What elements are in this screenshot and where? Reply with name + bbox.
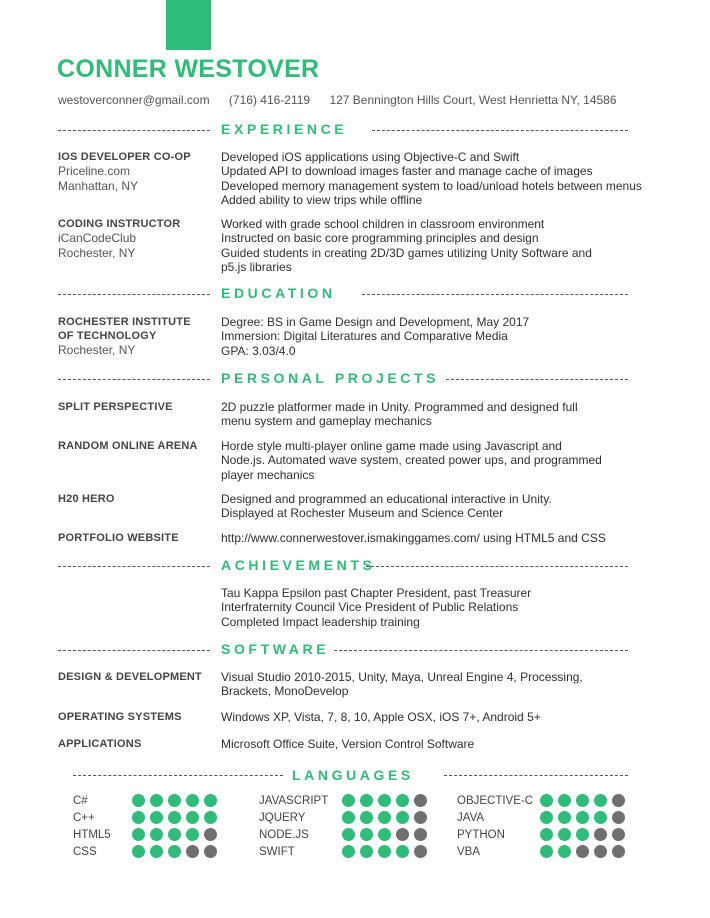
skill-dots xyxy=(342,794,432,807)
skill-dot-empty xyxy=(612,828,625,841)
skill-dot-filled xyxy=(150,828,163,841)
skill-dot-filled xyxy=(342,828,355,841)
language-name: OBJECTIVE-C xyxy=(457,795,534,807)
skill-dot-filled xyxy=(540,811,553,824)
skill-dot-filled xyxy=(132,811,145,824)
language-name: C++ xyxy=(73,812,95,824)
skill-dots xyxy=(132,811,222,824)
skill-dot-filled xyxy=(576,794,589,807)
section-title-projects: PERSONAL PROJECTS xyxy=(221,370,440,386)
software-list: Visual Studio 2010-2015, Unity, Maya, Unreal Engine 4, Processing, Brackets, MonoDevelop xyxy=(221,670,583,699)
skill-dot-filled xyxy=(540,845,553,858)
skill-dot-empty xyxy=(414,811,427,824)
software-label: APPLICATIONS xyxy=(58,738,142,750)
skill-dot-filled xyxy=(594,811,607,824)
skill-dot-filled xyxy=(132,828,145,841)
language-name: JAVA xyxy=(457,812,485,824)
language-item xyxy=(457,811,637,828)
skill-dot-filled xyxy=(540,794,553,807)
skill-dot-filled xyxy=(186,811,199,824)
project-name: H20 HERO xyxy=(58,493,115,505)
language-item xyxy=(457,828,637,845)
skill-dots xyxy=(342,828,432,841)
skill-dot-filled xyxy=(378,811,391,824)
software-label: OPERATING SYSTEMS xyxy=(58,711,182,723)
portfolio-link[interactable]: http://www.connerwestover.ismakinggames.com/ using HTML5 and CSS xyxy=(221,531,606,545)
language-item xyxy=(73,845,253,862)
language-name: PYTHON xyxy=(457,829,505,841)
language-name: CSS xyxy=(73,846,97,858)
skill-dot-filled xyxy=(396,811,409,824)
email[interactable]: westoverconner@gmail.com xyxy=(58,93,210,107)
language-item xyxy=(259,828,439,845)
job-title: CODING INSTRUCTOR xyxy=(58,218,181,230)
language-item xyxy=(73,828,253,845)
skill-dots xyxy=(540,828,630,841)
skill-dot-filled xyxy=(150,811,163,824)
divider xyxy=(366,566,628,567)
skill-dots xyxy=(540,845,630,858)
section-title-education: EDUCATION xyxy=(221,285,336,301)
divider xyxy=(362,294,628,295)
skill-dot-empty xyxy=(612,811,625,824)
section-title-achievements: ACHIEVEMENTS xyxy=(221,557,376,573)
language-item xyxy=(259,845,439,862)
language-item xyxy=(457,794,637,811)
skill-dot-empty xyxy=(576,845,589,858)
skill-dot-filled xyxy=(558,794,571,807)
section-title-experience: EXPERIENCE xyxy=(221,121,348,137)
skill-dot-empty xyxy=(204,828,217,841)
skill-dot-filled xyxy=(360,794,373,807)
divider xyxy=(444,775,628,776)
school-name: ROCHESTER INSTITUTE xyxy=(58,316,191,328)
location: Rochester, NY xyxy=(58,246,136,260)
skill-dots xyxy=(132,828,222,841)
location: Rochester, NY xyxy=(58,343,136,357)
skill-dot-filled xyxy=(378,794,391,807)
education-details: Degree: BS in Game Design and Development, May 2017 Immersion: Digital Literatures and Comparative Media GPA: 3.03/4.0 xyxy=(221,315,530,358)
skill-dot-filled xyxy=(150,845,163,858)
job-title: IOS DEVELOPER CO-OP xyxy=(58,151,191,163)
divider xyxy=(58,130,210,131)
skill-dots xyxy=(342,811,432,824)
language-column xyxy=(259,794,439,862)
skill-dot-empty xyxy=(186,845,199,858)
language-name: HTML5 xyxy=(73,829,111,841)
phone: (716) 416-2119 xyxy=(228,93,311,107)
skill-dot-empty xyxy=(204,845,217,858)
software-list: Windows XP, Vista, 7, 8, 10, Apple OSX, iOS 7+, Android 5+ xyxy=(221,710,541,724)
language-item xyxy=(73,794,253,811)
project-description xyxy=(221,531,671,545)
job-description: Developed iOS applications using Objective-C and Swift Updated API to download images faster and manage cache of images Developed memory management system to load/unload hotels between menus Added ability to view trips while offline xyxy=(221,150,642,207)
skill-dot-filled xyxy=(558,811,571,824)
skill-dot-filled xyxy=(360,811,373,824)
section-title-languages: LANGUAGES xyxy=(292,767,414,783)
job-description: Worked with grade school children in classroom environment Instructed on basic core programming principles and design Guided students in creating 2D/3D games utilizing Unity Software and p5.js libraries xyxy=(221,217,592,274)
skill-dot-empty xyxy=(414,794,427,807)
skill-dot-filled xyxy=(378,828,391,841)
skill-dot-filled xyxy=(576,811,589,824)
language-item xyxy=(457,845,637,862)
location: Manhattan, NY xyxy=(58,179,139,193)
language-item xyxy=(259,794,439,811)
divider xyxy=(73,775,283,776)
project-name: PORTFOLIO WEBSITE xyxy=(58,532,179,544)
skill-dot-filled xyxy=(360,845,373,858)
language-name: SWIFT xyxy=(259,846,295,858)
achievement: Interfraternity Council Vice President of Public Relations xyxy=(221,600,519,615)
skill-dot-filled xyxy=(168,845,181,858)
skill-dot-empty xyxy=(594,845,607,858)
section-title-software: SOFTWARE xyxy=(221,641,330,657)
skill-dot-filled xyxy=(204,811,217,824)
skill-dot-filled xyxy=(576,828,589,841)
language-name: JQUERY xyxy=(259,812,306,824)
skill-dot-filled xyxy=(168,811,181,824)
company: iCanCodeClub xyxy=(58,231,137,245)
skill-dots xyxy=(342,845,432,858)
skill-dot-empty xyxy=(612,845,625,858)
skill-dots xyxy=(540,811,630,824)
divider xyxy=(58,294,210,295)
divider xyxy=(58,650,210,651)
skill-dot-empty xyxy=(612,794,625,807)
divider xyxy=(446,379,628,380)
skill-dot-filled xyxy=(168,794,181,807)
skill-dots xyxy=(132,794,222,807)
language-item xyxy=(73,811,253,828)
skill-dot-empty xyxy=(414,828,427,841)
skill-dot-filled xyxy=(396,845,409,858)
skill-dot-filled xyxy=(540,828,553,841)
skill-dots xyxy=(132,845,222,858)
divider xyxy=(372,130,628,131)
skill-dot-filled xyxy=(558,828,571,841)
project-name: RANDOM ONLINE ARENA xyxy=(58,440,198,452)
language-name: C# xyxy=(73,795,88,807)
language-name: VBA xyxy=(457,846,481,858)
skill-dots xyxy=(540,794,630,807)
divider xyxy=(58,379,210,380)
address: 127 Bennington Hills Court, West Henrietta NY, 14586 xyxy=(329,93,617,107)
project-name: SPLIT PERSPECTIVE xyxy=(58,401,173,413)
skill-dot-filled xyxy=(396,794,409,807)
skill-dot-filled xyxy=(342,845,355,858)
skill-dot-filled xyxy=(186,794,199,807)
skill-dot-empty xyxy=(414,845,427,858)
language-name: JAVASCRIPT xyxy=(259,795,329,807)
software-label: DESIGN & DEVELOPMENT xyxy=(58,671,202,683)
skill-dot-filled xyxy=(204,794,217,807)
candidate-name: CONNER WESTOVER xyxy=(57,55,320,83)
skill-dot-filled xyxy=(132,794,145,807)
company: Priceline.com xyxy=(58,164,131,178)
language-name: NODE.JS xyxy=(259,829,309,841)
skill-dot-filled xyxy=(168,828,181,841)
project-description: Designed and programmed an educational interactive in Unity. Displayed at Rochester Museum and Science Center xyxy=(221,492,552,521)
software-list: Microsoft Office Suite, Version Control Software xyxy=(221,737,475,751)
skill-dot-filled xyxy=(360,828,373,841)
language-column xyxy=(73,794,253,862)
skill-dot-filled xyxy=(150,794,163,807)
language-item xyxy=(259,811,439,828)
school-name-cont: OF TECHNOLOGY xyxy=(58,330,157,342)
skill-dot-filled xyxy=(594,794,607,807)
skill-dot-empty xyxy=(396,828,409,841)
skill-dot-filled xyxy=(378,845,391,858)
language-column xyxy=(457,794,637,862)
divider xyxy=(58,566,210,567)
skill-dot-filled xyxy=(186,828,199,841)
skill-dot-empty xyxy=(594,828,607,841)
skill-dot-filled xyxy=(132,845,145,858)
divider xyxy=(334,650,628,651)
contact-line xyxy=(58,93,633,107)
skill-dot-filled xyxy=(558,845,571,858)
accent-tab xyxy=(166,0,211,50)
skill-dot-filled xyxy=(342,794,355,807)
achievement: Completed Impact leadership training xyxy=(221,614,420,629)
project-description: Horde style multi-player online game made using Javascript and Node.js. Automated wave system, created power ups, and programmed player mechanics xyxy=(221,439,602,482)
achievement: Tau Kappa Epsilon past Chapter President, past Treasurer xyxy=(221,586,532,600)
skill-dot-filled xyxy=(342,811,355,824)
project-description: 2D puzzle platformer made in Unity. Programmed and designed full menu system and gameplay mechanics xyxy=(221,400,578,429)
